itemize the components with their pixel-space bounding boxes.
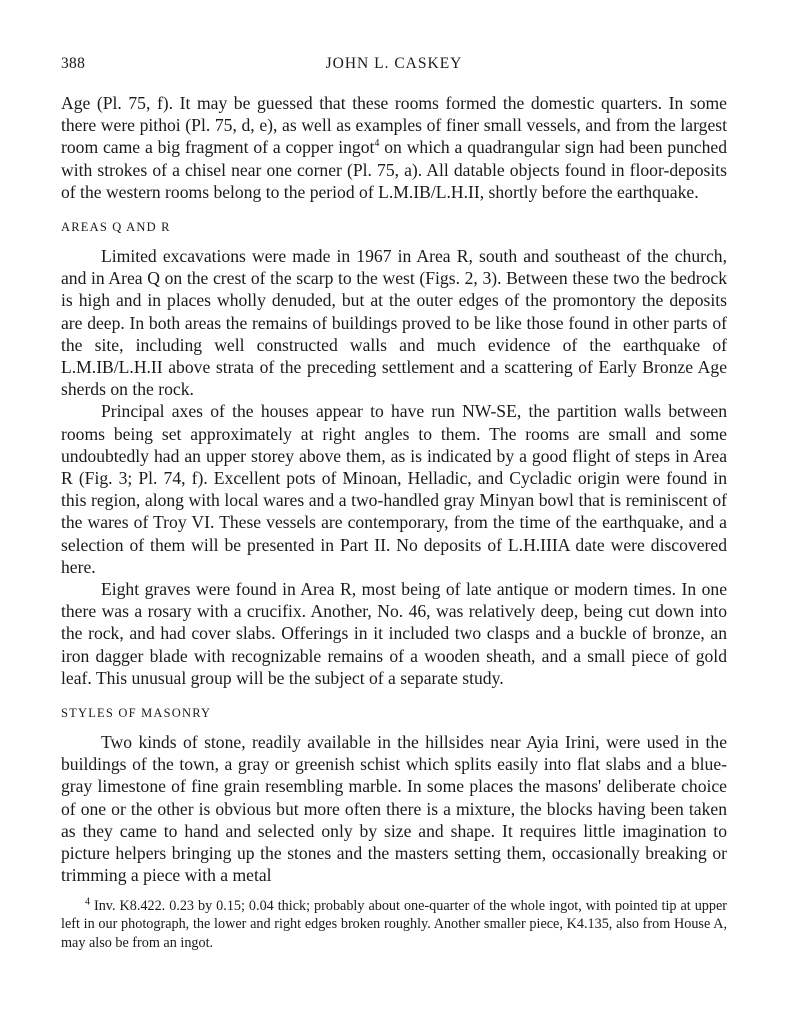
page-header xyxy=(61,52,727,78)
footnote-marker: 4 xyxy=(85,895,90,907)
paragraph-areas-3: Eight graves were found in Area R, most being of late antique or modern times. In one there was a rosary with a crucifix. Another, No. 46, was relatively deep, being cut down into the rock, and had cover slabs. Offerings in it included two clasps and a buckle of bronze, an iron dagger blade with recognizable remains of a wooden sheath, and a small piece of gold leaf. This unusual group will be the subject of a separate study. xyxy=(61,579,727,688)
footnote-reference[interactable]: 4 xyxy=(374,138,380,150)
footnotes xyxy=(61,897,727,953)
intro-text-end: on which a quadrangular sign had been punched with strokes of a chisel near one corner (Pl. 75, a). All datable objects found in floor-deposits of the western rooms belong to the period of L.M.IB/L.H.II, shortly before the earthquake. xyxy=(61,137,727,202)
page-number: 388 xyxy=(61,55,86,72)
body-text xyxy=(61,92,727,887)
intro-paragraph xyxy=(61,92,727,203)
section-heading-masonry: STYLES OF MASONRY xyxy=(61,706,212,721)
paragraph-areas-2: Principal axes of the houses appear to have run NW-SE, the partition walls between rooms being set approximately at right angles to them. The rooms are small and some undoubtedly had an upper storey above them, as is indicated by a good flight of steps in Area R (Fig. 3; Pl. 74, f). Excellent pots of Minoan, Helladic, and Cycladic origin were found in this region, along with local wares and a two-handled gray Minyan bowl that is reminiscent of the wares of Troy VI. These vessels are contemporary, from the time of the earthquake, and a selection of them will be presented in Part II. No deposits of L.H.IIIA date were discovered here. xyxy=(61,401,727,577)
running-head: JOHN L. CASKEY xyxy=(325,55,463,72)
intro-text: Age (Pl. 75, f). It may be guessed that these rooms formed the domestic quarters. In some there were pithoi (Pl. 75, d, e), as well as examples of finer small vessels, and from the largest room came a big fragment of a copper ingot xyxy=(61,93,727,158)
document-page xyxy=(61,52,727,952)
section-heading-areas-q-r: AREAS Q AND R xyxy=(61,220,171,235)
footnote-text: Inv. K8.422. 0.23 by 0.15; 0.04 thick; probably about one-quarter of the whole ingot, with pointed tip at upper left in our photograph, the lower and right edges broken roughly. Another smaller piece, K4.135, also from House A, may also be from an ingot. xyxy=(61,897,727,951)
paragraph-masonry-1: Two kinds of stone, readily available in the hillsides near Ayia Irini, were used in the buildings of the town, a gray or greenish schist which splits easily into flat slabs and a blue-gray limestone of fine grain resembling marble. In some places the masons' deliberate choice of one or the other is obvious but more often there is a mixture, the blocks having been taken as they came to hand and selected only by size and shape. It requires little imagination to picture helpers bringing up the stones and the masters setting them, occasionally breaking or trimming a piece with a metal xyxy=(61,732,727,886)
paragraph-areas-1: Limited excavations were made in 1967 in Area R, south and southeast of the church, and in Area Q on the crest of the scarp to the west (Figs. 2, 3). Between these two the bedrock is high and in places wholly denuded, but at the outer edges of the promontory the deposits are deep. In both areas the remains of buildings proved to be like those found in other parts of the site, including well constructed walls and much evidence of the earthquake of L.M.IB/L.H.II above strata of the preceding settlement and a scattering of Early Bronze Age sherds on the rock. xyxy=(61,246,727,400)
footnote xyxy=(61,897,727,953)
